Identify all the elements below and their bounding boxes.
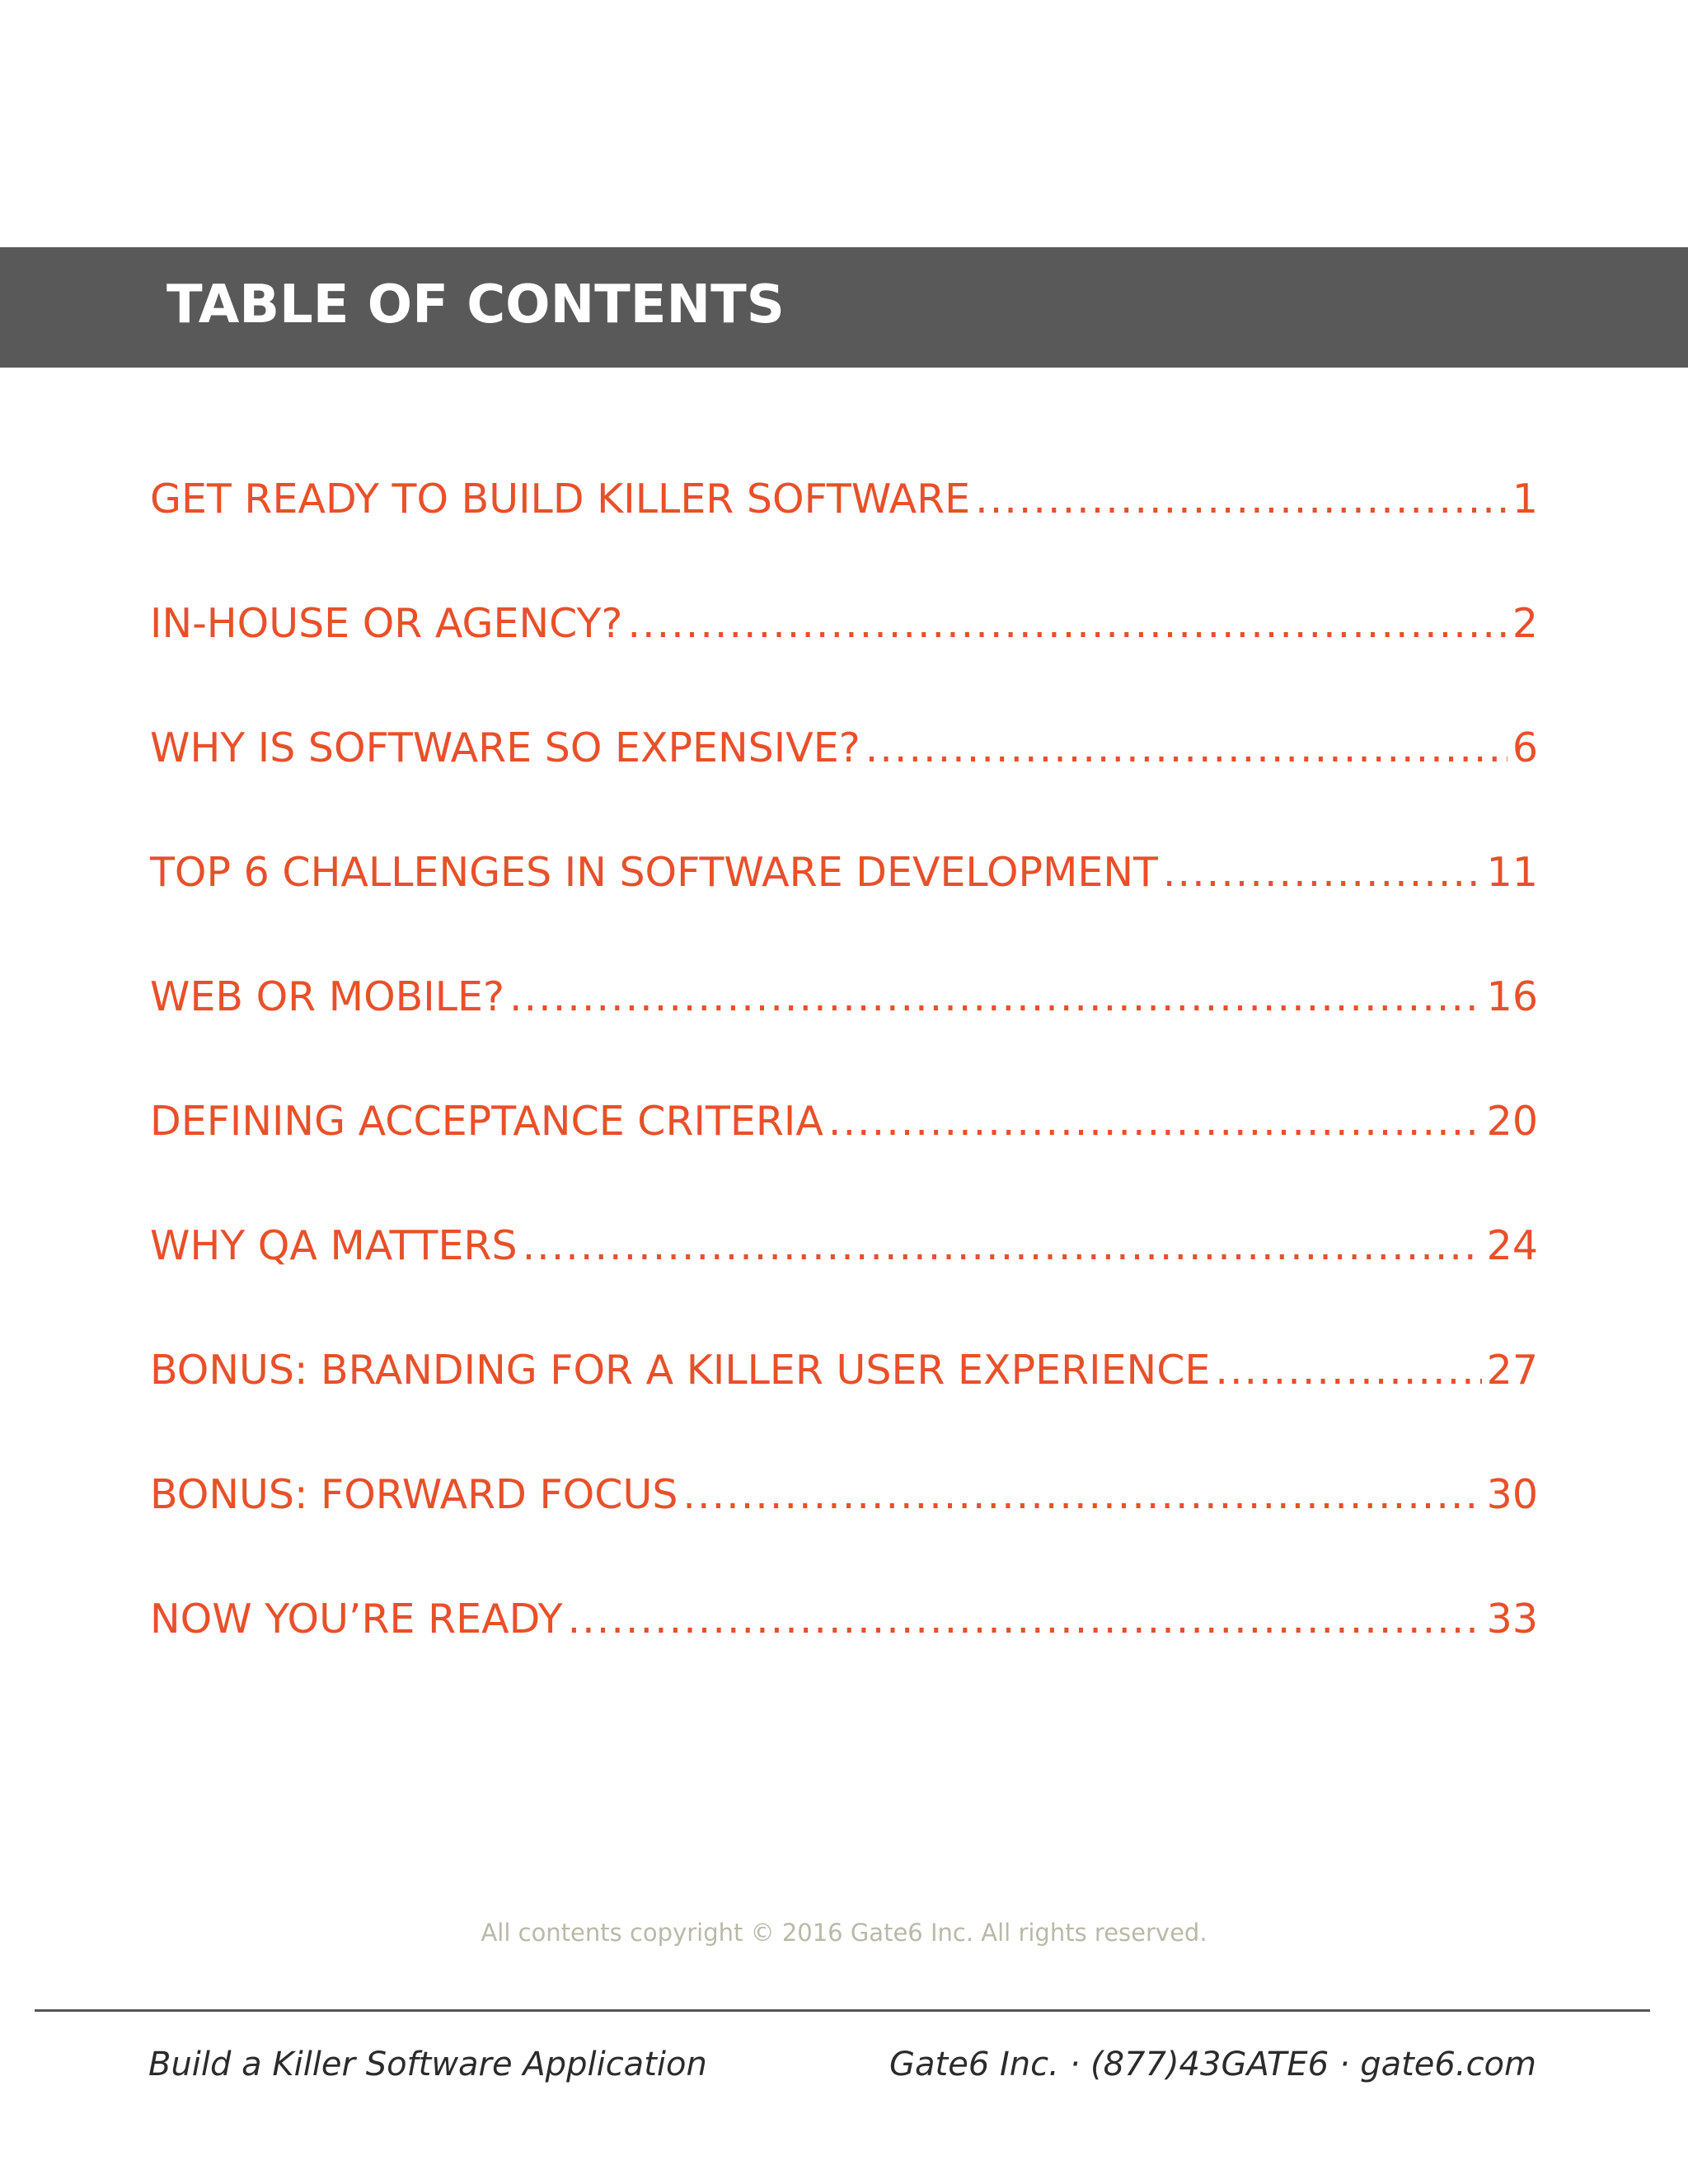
toc-entry[interactable]: [150, 591, 1538, 715]
toc-entry-title: DEFINING ACCEPTANCE CRITERIA: [150, 1098, 823, 1145]
toc-leader-dots: [509, 964, 1482, 1030]
toc-entry[interactable]: [150, 1338, 1538, 1462]
toc-entry[interactable]: [150, 1586, 1538, 1711]
toc-entry-page: 16: [1486, 973, 1538, 1020]
toc-entry-title: TOP 6 CHALLENGES IN SOFTWARE DEVELOPMENT: [150, 849, 1158, 896]
footer-contact-info: Gate6 Inc. · (877)43GATE6 · gate6.com: [889, 2046, 1536, 2083]
toc-leader-dots: [1215, 1338, 1481, 1404]
toc-entry-title: BONUS: FORWARD FOCUS: [150, 1471, 678, 1518]
toc-leader-dots: [627, 591, 1507, 657]
toc-entry-title: IN-HOUSE OR AGENCY?: [150, 600, 623, 647]
page-title: TABLE OF CONTENTS: [166, 274, 785, 335]
toc-leader-dots: [523, 1213, 1482, 1279]
toc-leader-dots: [682, 1462, 1481, 1528]
toc-leader-dots: [568, 1586, 1482, 1652]
toc-entry-page: 6: [1512, 724, 1538, 771]
copyright-notice: All contents copyright © 2016 Gate6 Inc. All rights reserved.: [481, 1919, 1207, 1947]
toc-entry-page: 30: [1486, 1471, 1538, 1518]
toc-entry[interactable]: [150, 1462, 1538, 1586]
toc-entry-page: 11: [1486, 849, 1538, 896]
toc-entry[interactable]: [150, 1213, 1538, 1338]
footer-divider: [35, 2009, 1650, 2012]
toc-entry[interactable]: [150, 1089, 1538, 1213]
toc-entry[interactable]: [150, 715, 1538, 840]
toc-leader-dots: [975, 466, 1507, 532]
footer-document-title: Build a Killer Software Application: [148, 2046, 707, 2083]
toc-entry-page: 27: [1486, 1347, 1538, 1394]
toc-entry-title: GET READY TO BUILD KILLER SOFTWARE: [150, 476, 971, 523]
toc-entry-page: 2: [1512, 600, 1538, 647]
toc-entry-page: 33: [1486, 1596, 1538, 1643]
toc-entry[interactable]: [150, 466, 1538, 591]
toc-entry-title: WEB OR MOBILE?: [150, 973, 504, 1020]
toc-entry-title: WHY QA MATTERS: [150, 1222, 518, 1269]
table-of-contents: [150, 466, 1538, 1711]
toc-leader-dots: [828, 1089, 1482, 1155]
toc-entry-page: 1: [1512, 476, 1538, 523]
toc-leader-dots: [865, 715, 1507, 781]
toc-entry-page: 20: [1486, 1098, 1538, 1145]
toc-entry-title: BONUS: BRANDING FOR A KILLER USER EXPERIENCE: [150, 1347, 1211, 1394]
toc-entry[interactable]: [150, 840, 1538, 964]
toc-entry-title: NOW YOU’RE READY: [150, 1596, 563, 1643]
toc-entry[interactable]: [150, 964, 1538, 1089]
toc-leader-dots: [1163, 840, 1482, 906]
toc-entry-page: 24: [1486, 1222, 1538, 1269]
toc-entry-title: WHY IS SOFTWARE SO EXPENSIVE?: [150, 724, 860, 771]
